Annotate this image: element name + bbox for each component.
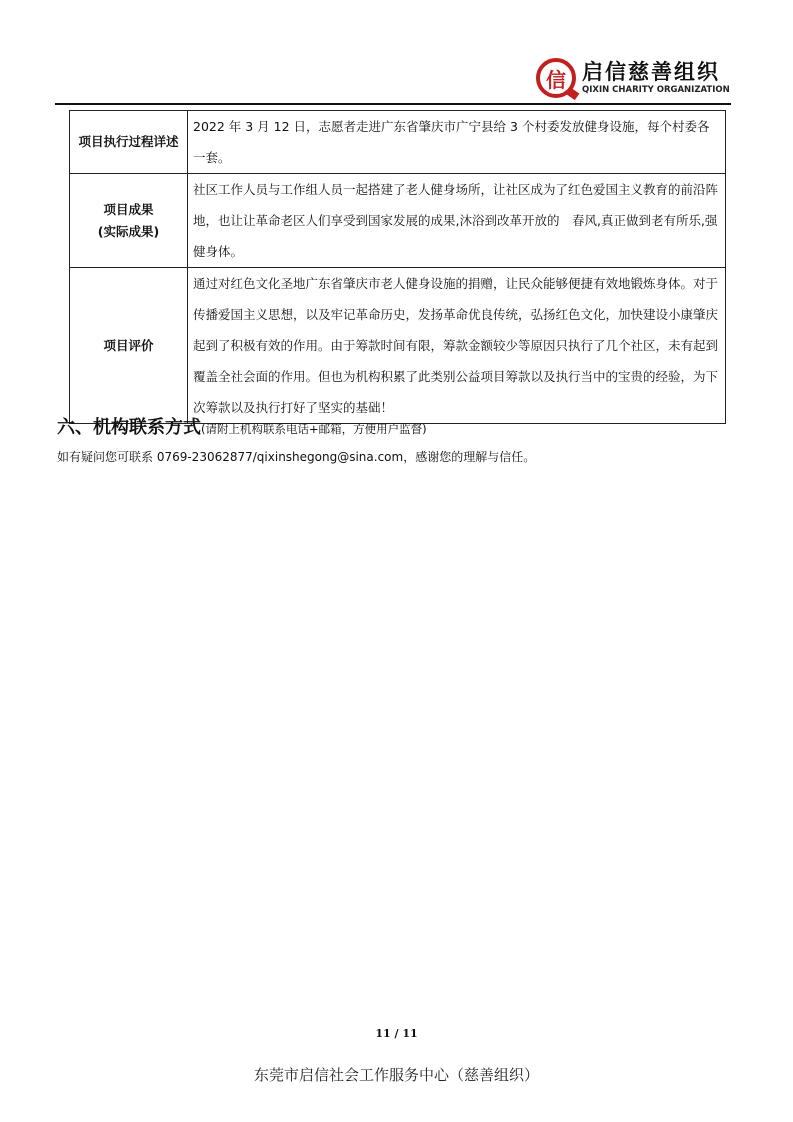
footer-org-name: 东莞市启信社会工作服务中心（慈善组织） — [253, 1066, 539, 1084]
section-note: (请附上机构联系电话+邮箱，方便用户监督) — [201, 422, 427, 436]
row-value: 2022 年 3 月 12 日，志愿者走进广东省肇庆市广宁县给 3 个村委发放健身设施，每个村委各一套。 — [188, 111, 726, 174]
table-row — [70, 174, 726, 268]
logo-name-en: QIXIN CHARITY ORGANIZATION — [582, 85, 730, 95]
page-number: 11 / 11 — [375, 1027, 418, 1040]
section-heading — [57, 413, 427, 439]
table-row — [70, 268, 726, 424]
logo-emblem-icon: 信 — [536, 58, 576, 98]
org-logo — [536, 58, 730, 98]
row-label: 项目评价 — [70, 268, 188, 424]
row-label: 项目执行过程详述 — [70, 111, 188, 174]
row-label-sub: (实际成果) — [97, 223, 160, 239]
header-divider — [55, 103, 731, 105]
contact-info: 如有疑问您可联系 0769-23062877/qixinshegong@sina.com，感谢您的理解与信任。 — [57, 450, 536, 464]
row-value: 社区工作人员与工作组人员一起搭建了老人健身场所，让社区成为了红色爱国主义教育的前沿阵地，也让让革命老区人们享受到国家发展的成果,沐浴到改革开放的 春风,真正做到老有所乐,强健身体。 — [188, 174, 726, 268]
project-table — [69, 110, 726, 424]
section-title: 六、机构联系方式 — [57, 417, 201, 438]
logo-name-cn: 启信慈善组织 — [582, 60, 720, 84]
row-label: 项目成果 — [103, 201, 154, 217]
row-value: 通过对红色文化圣地广东省肇庆市老人健身设施的捐赠，让民众能够便捷有效地锻炼身体。对于传播爱国主义思想，以及牢记革命历史，发扬革命优良传统，弘扬红色文化，加快建设小康肇庆起到了积极有效的作用。由于筹款时间有限，筹款金额较少等原因只执行了几个社区，未有起到覆盖全社会面的作用。但也为机构积累了此类别公益项目筹款以及执行当中的宝贵的经验，为下次筹款以及执行打好了坚实的基础！ — [188, 268, 726, 424]
table-row — [70, 111, 726, 174]
